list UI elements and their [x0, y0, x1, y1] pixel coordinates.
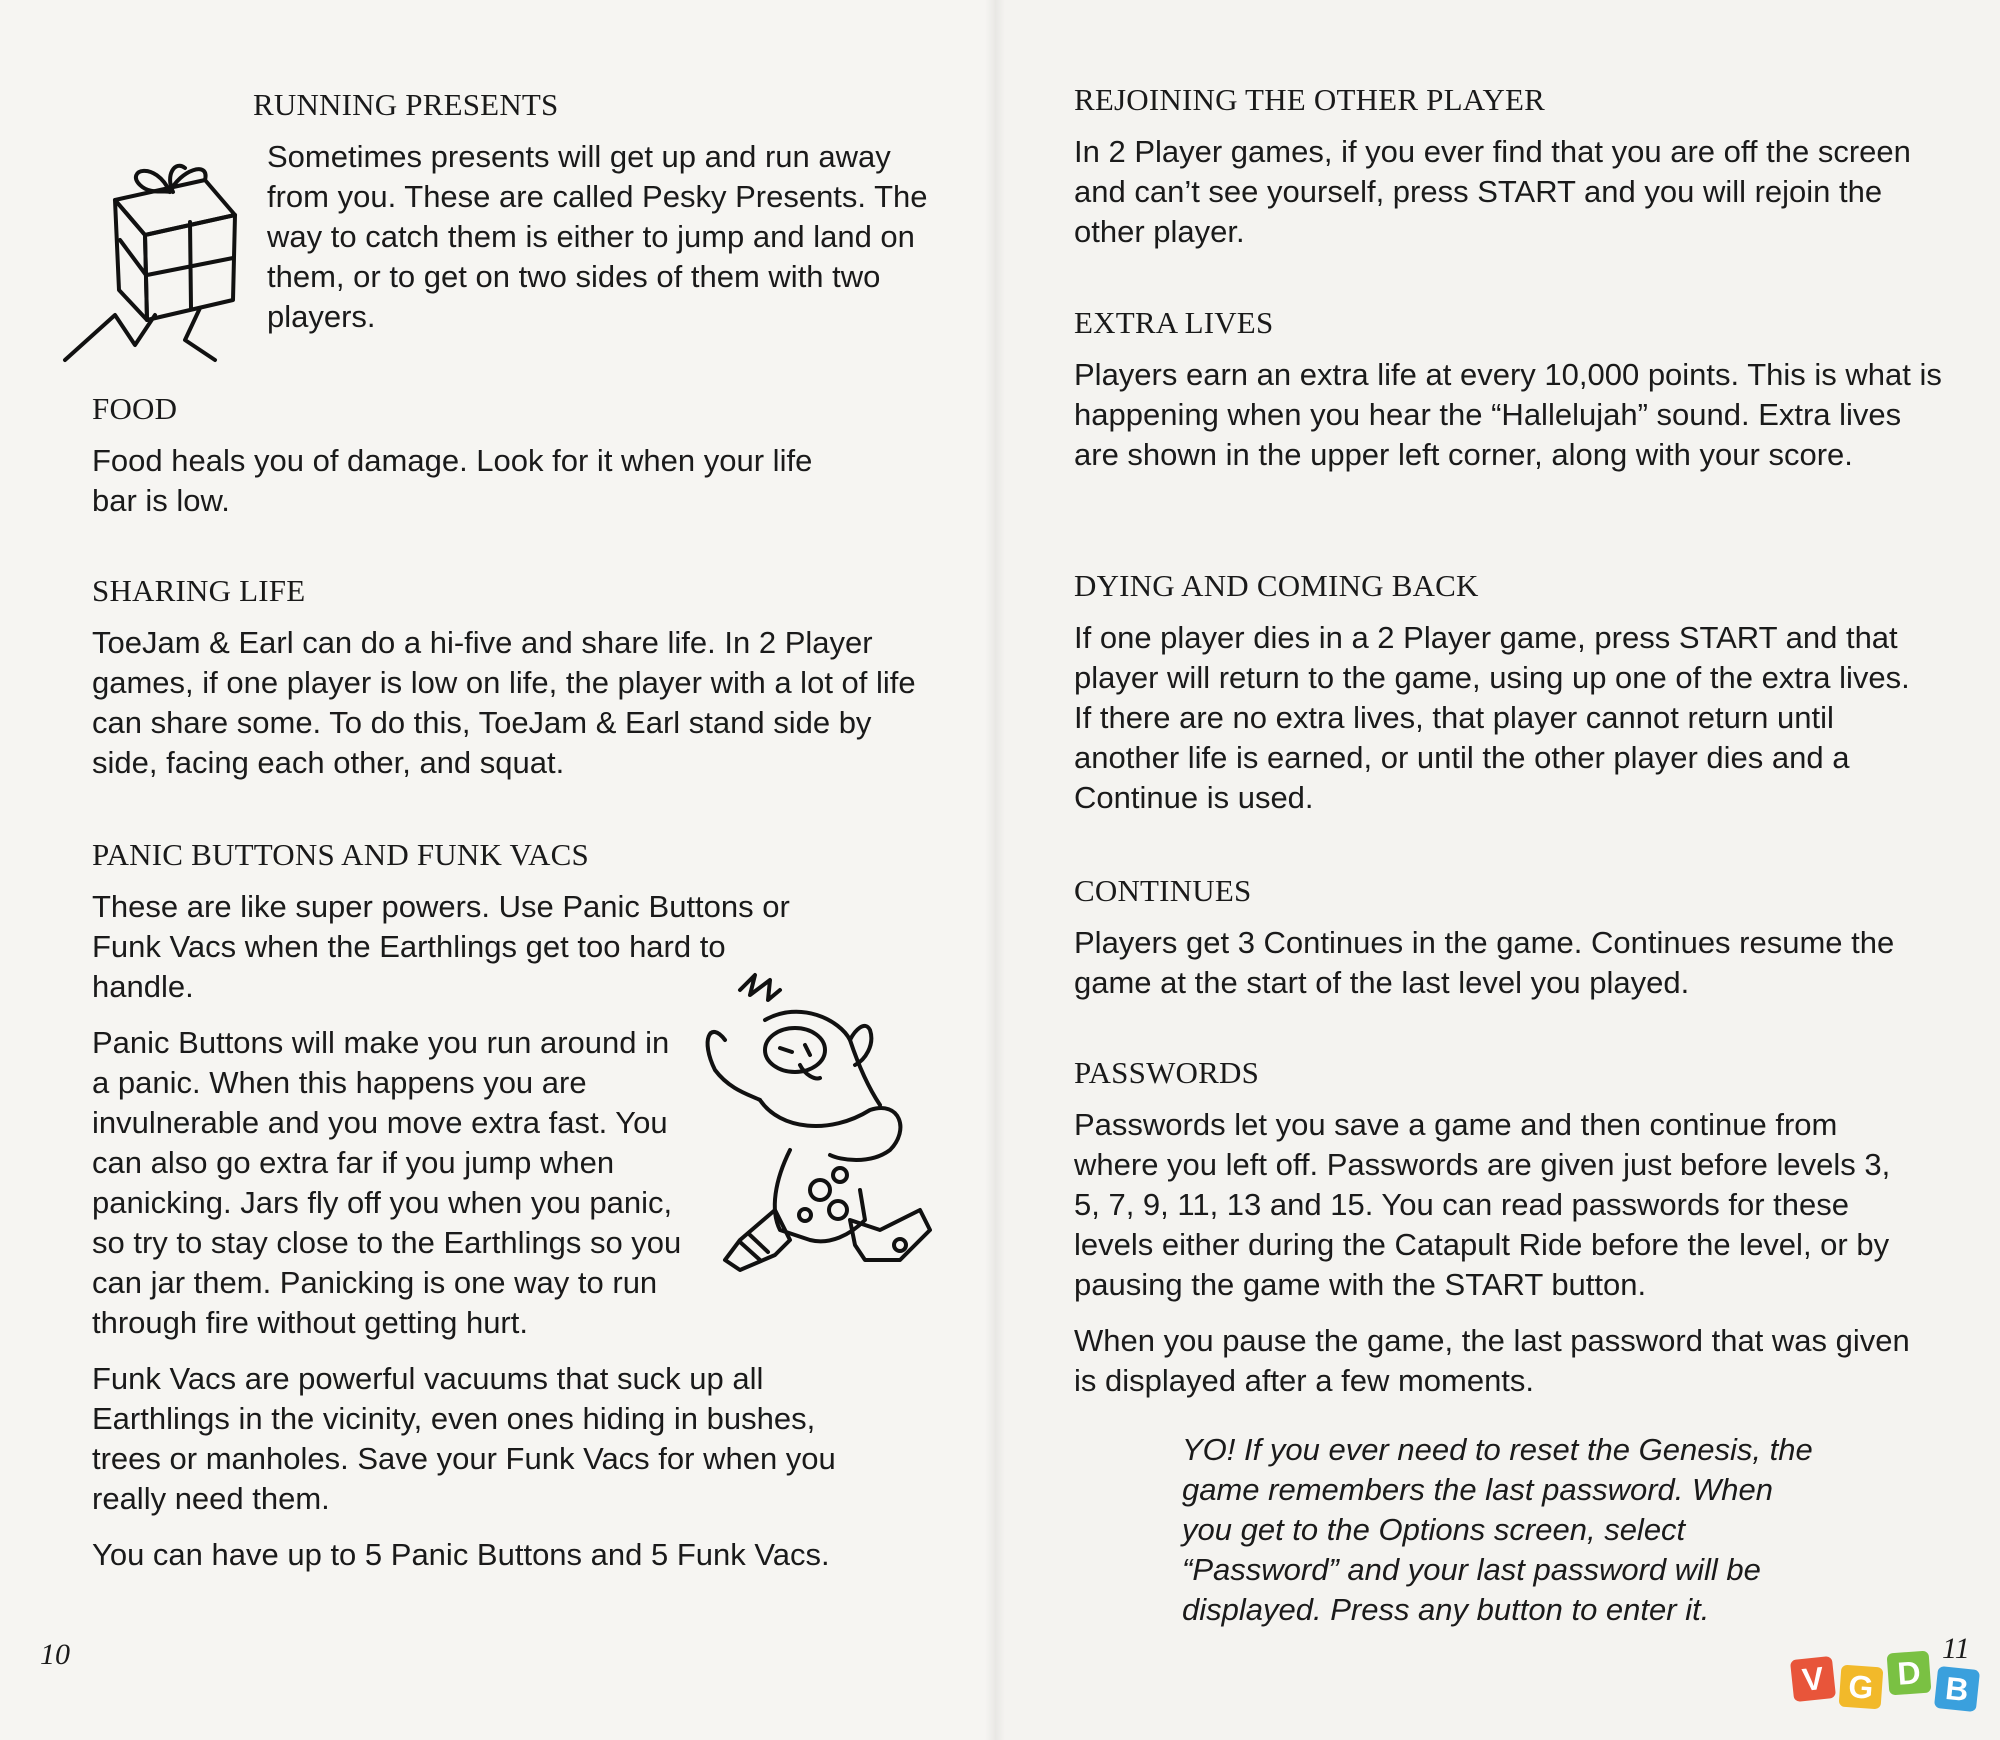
- page-number-left: 10: [40, 1638, 70, 1671]
- section-sharing-life: [92, 573, 932, 783]
- text-food: Food heals you of damage. Look for it when your life bar is low.: [92, 443, 813, 518]
- logo-tile-g: G: [1839, 1665, 1884, 1710]
- heading-running-presents: RUNNING PRESENTS: [253, 87, 559, 122]
- running-present-illustration: [55, 140, 255, 370]
- section-continues: [1074, 873, 1924, 1003]
- heading-continues: CONTINUES: [1074, 873, 1252, 908]
- text-panic-p4: You can have up to 5 Panic Buttons and 5 Funk Vacs.: [92, 1537, 830, 1572]
- text-dying: If one player dies in a 2 Player game, press START and that player will return to the game, using up one of the extra lives. If there are no extra lives, that player cannot return until another life is earned, or until the other player dies and a Continue is used.: [1074, 620, 1910, 815]
- logo-tile-d: D: [1887, 1651, 1932, 1696]
- heading-food: FOOD: [92, 391, 178, 426]
- text-panic-p1: These are like super powers. Use Panic Buttons or Funk Vacs when the Earthlings get too hard to handle.: [92, 889, 790, 1004]
- text-continues: Players get 3 Continues in the game. Continues resume the game at the start of the last level you played.: [1074, 925, 1895, 1000]
- text-yo-note: YO! If you ever need to reset the Genesis, the game remembers the last password. When you get to the Options screen, select “Password” and your last password will be displayed. Press any button to enter it.: [1182, 1432, 1813, 1627]
- vgdb-watermark-logo: [1792, 1652, 1988, 1722]
- page-number-right: 11: [1942, 1632, 1970, 1665]
- text-panic-p2: Panic Buttons will make you run around in a panic. When this happens you are invulnerable and you move extra fast. You can also go extra far if you jump when panicking. Jars fly off you when you panic, so try to stay close to the Earthlings so you can jar them. Panicking is one way to run through fire without getting hurt.: [92, 1025, 682, 1340]
- heading-extra-lives: EXTRA LIVES: [1074, 305, 1274, 340]
- heading-sharing-life: SHARING LIFE: [92, 573, 306, 608]
- text-rejoining: In 2 Player games, if you ever find that you are off the screen and can’t see yourself, press START and you will rejoin the other player.: [1074, 134, 1911, 249]
- heading-rejoining: REJOINING THE OTHER PLAYER: [1074, 82, 1546, 117]
- section-running-presents: [253, 87, 943, 337]
- section-extra-lives: [1074, 305, 1944, 475]
- text-panic-p3: Funk Vacs are powerful vacuums that suck up all Earthlings in the vicinity, even ones hiding in bushes, trees or manholes. Save your Funk Vacs for when you really need them.: [92, 1361, 836, 1516]
- logo-tile-v: V: [1790, 1656, 1836, 1702]
- heading-passwords: PASSWORDS: [1074, 1055, 1260, 1090]
- logo-tile-b: B: [1934, 1666, 1980, 1712]
- text-running-presents: Sometimes presents will get up and run away from you. These are called Pesky Presents. The way to catch them is either to jump and land on them, or to get on two sides of them with two players.: [267, 139, 928, 334]
- page-gutter: [985, 0, 1005, 1740]
- heading-panic-buttons: PANIC BUTTONS AND FUNK VACS: [92, 837, 589, 872]
- heading-dying: DYING AND COMING BACK: [1074, 568, 1479, 603]
- text-extra-lives: Players earn an extra life at every 10,000 points. This is what is happening when you hear the “Hallelujah” sound. Extra lives are shown in the upper left corner, along with your score.: [1074, 357, 1942, 472]
- section-panic-buttons: [92, 837, 892, 1575]
- section-passwords: [1074, 1055, 1924, 1401]
- section-food: [92, 391, 832, 521]
- text-passwords-p1: Passwords let you save a game and then continue from where you left off. Passwords are given just before levels 3, 5, 7, 9, 11, 13 and 15. You can read passwords for these levels either during the Catapult Ride before the level, or by pausing the game with the START button.: [1074, 1107, 1891, 1302]
- section-dying: [1074, 568, 1934, 818]
- section-rejoining: [1074, 82, 1924, 252]
- text-passwords-p2: When you pause the game, the last password that was given is displayed after a few moments.: [1074, 1323, 1910, 1398]
- text-sharing-life: ToeJam & Earl can do a hi-five and share life. In 2 Player games, if one player is low on life, the player with a lot of life can share some. To do this, ToeJam & Earl stand side by side, facing each other, and squat.: [92, 625, 916, 780]
- yo-note: [1182, 1430, 1822, 1630]
